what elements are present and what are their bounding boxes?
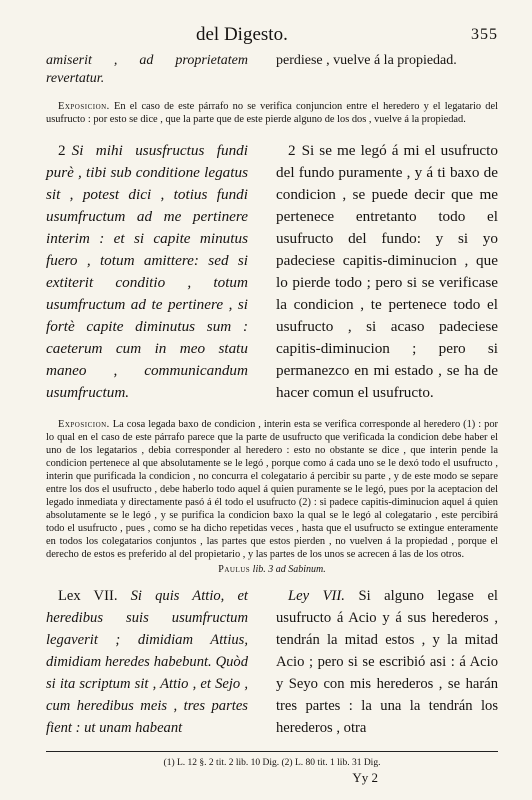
- parallel-block-3: [46, 585, 498, 739]
- lex-heading: Lex VII.: [58, 588, 118, 604]
- signature-mark: Yy 2: [352, 770, 378, 785]
- page-number: 355: [471, 26, 498, 43]
- spanish-paragraph: Si alguno legase el usufructo á Acio y á sus herederos , tendrán la mitad estos , y la mitad Acio ; pero si se escribió asi : á Acio y Seyo con mis herederos , se harán tres partes : la una la tendrán los herederos , otra: [276, 588, 498, 736]
- paragraph-number: 2: [288, 142, 296, 159]
- latin-text-3: [46, 585, 248, 739]
- page-header: [46, 24, 498, 52]
- latin-text-1: amiserit , ad proprietatem revertatur.: [46, 53, 248, 86]
- page: [46, 24, 498, 786]
- exposicion-label: Exposicion.: [58, 419, 110, 430]
- paragraph-number: 2: [58, 142, 66, 159]
- latin-paragraph: Si quis Attio, et heredibus suis usumfructum legaverit ; dimidiam Attius, dimidiam heredes habebunt. Quòd si ita scriptum sit , Attio , et Sejo , cum heredibus meis , tres partes fient : ut unam habeant: [46, 588, 248, 736]
- spanish-paragraph: Si se me legó á mi el usufructo del fundo puramente , y á ti baxo de condicion , se puede decir que me pertenece entretanto todo el usufructo del fundo: y si yo padeciese capitis-diminucion , que lo pierde todo ; pero si se verificase la condicion , te pertenece todo el usufructo , si acaso padeciese capitis-diminucion ; pero si permanezco en mi estado , se ha de hacer comun el usufructo.: [276, 142, 498, 401]
- footnote-rule: [46, 751, 498, 752]
- spanish-text-3: [276, 585, 498, 739]
- source-author: Paulus: [218, 564, 251, 575]
- exposicion-label: Exposicion.: [58, 101, 110, 112]
- exposicion-text: La cosa legada baxo de condicion , interin esta se verifica corresponde al heredero (1) : por lo qual en el caso de este párrafo parece que la parte de usufructo que verificada la condicion debe haber el uno de los legatarios , debia corresponder al heredero : esto no obstante se dice , que interin pende la condicion pertenece al que absolutamente se le legó , porque como á cada uno se le dexó todo el usufructo , interin que purificada la condicion , no concurra el colegatario á percibir su parte , y de este modo se separe entre los dos el usufructo , debe haberlo todo aquel á quien puramente se le legó, pues por la aceptacion del legado inmediata y directamente pasó á él todo el usufructo (2) : si padece capitis-diminucion aquel á quien absolutamente se le legó , y se purifica la condicion baxo la qual se le legó al colegatario , este percibirá todo el usufructo , pues , como se ha dicho repetidas veces , hasta que el usufructo se extingue enteramente en todos los colegatarios conjuntos , las partes que estos pierden , no vuelven á la propiedad , porque el derecho de estos es preferido al del propietario , y las partes de los unos se acrecen á las de los otros.: [46, 419, 498, 560]
- footnotes: (1) L. 12 §. 2 tit. 2 lib. 10 Dig. (2) L. 80 tit. 1 lib. 31 Dig.: [163, 758, 381, 768]
- latin-paragraph: Si mihi ususfructus fundi purè , tibi sub conditione legatus sit , potest dici , totius fundi usumfructum ad me pertinere interim : et si capite minutus fuero , totum amittere: sed si extiterit conditio , totum usumfructum ad te pertinere , si fortè capite diminutus sum : caeterum cum in meo statu maneo , communicandum usumfructum.: [46, 142, 248, 401]
- parallel-block-1: [46, 52, 498, 88]
- parallel-block-2: [46, 140, 498, 404]
- spanish-text-2: [276, 140, 498, 404]
- exposicion-1: [46, 100, 498, 126]
- exposicion-text: En el caso de este párrafo no se verifica conjuncion entre el heredero y el legatario del usufructo : por esto se dice , que la parte que de este pierde alguno de los dos , vuelve á la propiedad.: [46, 101, 498, 125]
- ley-heading: Ley VII.: [288, 588, 345, 604]
- source-citation: [46, 564, 498, 575]
- spanish-text-1: perdiese , vuelve á la propiedad.: [276, 53, 457, 68]
- exposicion-2: [46, 418, 498, 561]
- latin-text-2: [46, 140, 248, 404]
- source-reference: lib. 3 ad Sabinum.: [252, 564, 326, 575]
- running-title: del Digesto.: [196, 24, 288, 45]
